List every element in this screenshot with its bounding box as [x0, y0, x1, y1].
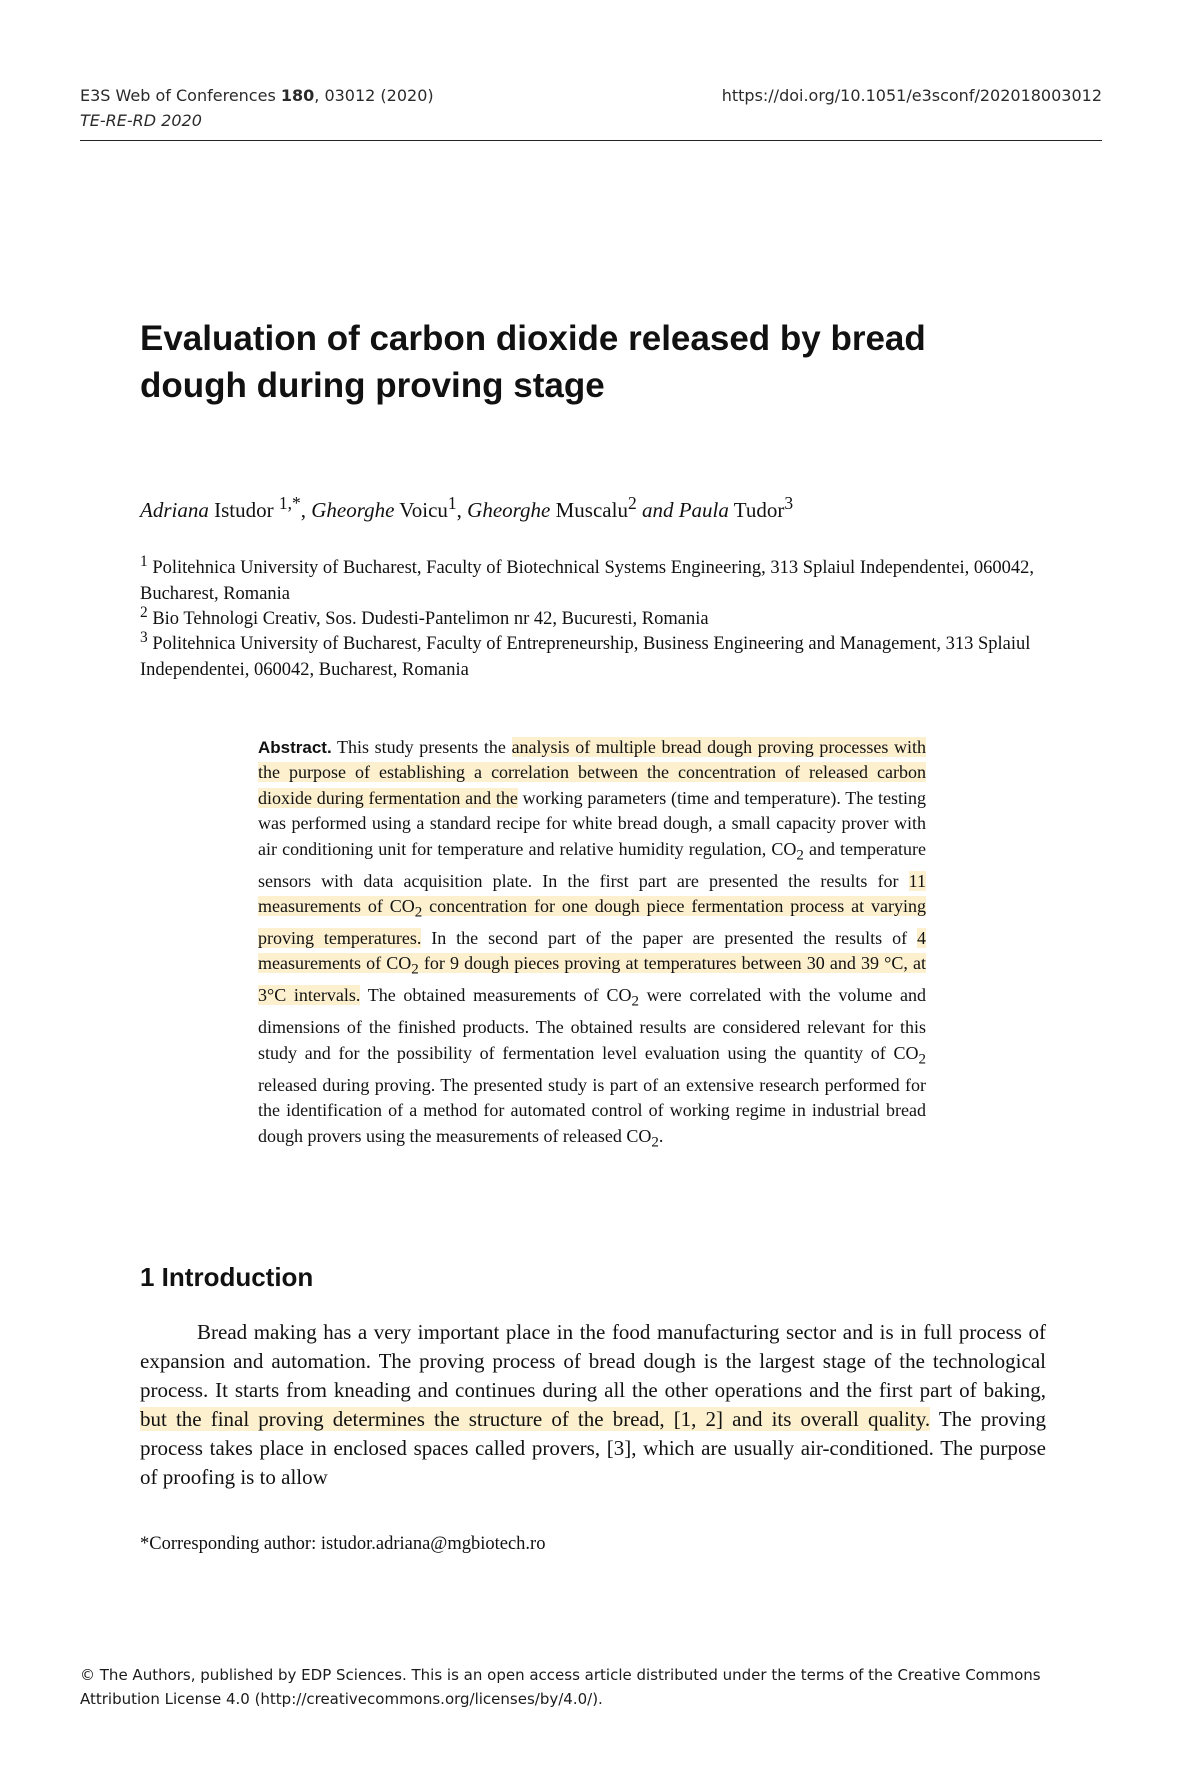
- doi-link[interactable]: https://doi.org/10.1051/e3sconf/202018003012: [721, 86, 1102, 105]
- author-last-name: Voicu: [399, 498, 448, 522]
- affiliation: $^1$ Politehnica University of Bucharest, Faculty of Biotechnical Systems Engineering, 313 Splaiul Independentei, 060042, Bucharest, Romania: [140, 553, 1034, 604]
- author-first-name: Paula: [678, 498, 729, 522]
- copyright-notice: © The Authors, published by EDP Sciences. This is an open access article distributed under the terms of the Creative Commons Attribution License 4.0 (http://creativecommons.org/licenses/by/4.0/).: [80, 1666, 1041, 1708]
- section-heading: 1 Introduction: [140, 1262, 314, 1292]
- author-affiliation-mark: 2: [627, 493, 637, 513]
- header-rule: [80, 140, 1102, 141]
- author-first-name: Gheorghe: [311, 498, 395, 522]
- highlight: 4 measurements of $CO_2$ for 9 dough pieces proving at temperatures between 30 and 39 °C, at 3°C intervals.: [258, 928, 926, 1006]
- author-first-name: Adriana: [140, 498, 209, 522]
- author-first-name: Gheorghe: [467, 498, 551, 522]
- author-list: Adriana Istudor $^{1,*}$, Gheorghe Voicu$^1$, Gheorghe Muscalu$^2$ and Paula Tudor$^3$: [140, 493, 794, 522]
- author-affiliation-mark: 3: [784, 493, 794, 513]
- highlight: but the final proving determines the structure of the bread, [1, 2] and its overall quality.: [140, 1407, 931, 1431]
- author-last-name: Muscalu: [555, 498, 628, 522]
- author-affiliation-mark: 1: [447, 493, 457, 513]
- paper-title: Evaluation of carbon dioxide released by bread dough during proving stage: [140, 319, 926, 405]
- author-last-name: Tudor: [733, 498, 785, 522]
- affiliation: $^2$ Bio Tehnologi Creativ, Sos. Dudesti-Pantelimon nr 42, Bucuresti, Romania: [140, 604, 709, 630]
- journal-article: , 03012 (2020): [314, 86, 434, 105]
- abstract-label: Abstract.: [258, 738, 332, 757]
- journal-volume: 180: [280, 86, 315, 105]
- author-last-name: Istudor: [214, 498, 274, 522]
- abstract: Abstract. This study presents the analysis of multiple bread dough proving processes with the purpose of establishing a correlation between the concentration of released carbon dioxide during fermentation and the working parameters (time and temperature). The testing was performed using a standard recipe for white bread dough, a small capacity prover with air conditioning unit for temperature and relative humidity regulation, $CO_2$ and temperature sensors with data acquisition plate. In the first part are presented the results for 11 measurements of $CO_2$ concentration for one dough piece fermentation process at varying proving temperatures. In the second part of the paper are presented the results of 4 measurements of $CO_2$ for 9 dough pieces proving at temperatures between 30 and 39 °C, at 3°C intervals. The obtained measurements of $CO_2$ were correlated with the volume and dimensions of the finished products. The obtained results are considered relevant for this study and for the possibility of fermentation level evaluation using the quantity of $CO_2$ released during proving. The presented study is part of an extensive research performed for the identification of a method for automated control of working regime in industrial bread dough provers using the measurements of released $CO_2$.: [258, 737, 927, 1151]
- affiliation: $^3$ Politehnica University of Bucharest, Faculty of Entrepreneurship, Business Engineering and Management, 313 Splaiul Independentei, 060042, Bucharest, Romania: [140, 629, 1031, 680]
- conference-name: TE-RE-RD 2020: [80, 111, 202, 130]
- journal-name: E3S Web of Conferences: [80, 86, 281, 105]
- highlight: 11 measurements of $CO_2$ concentration for one dough piece fermentation process at varying proving temperatures.: [258, 870, 926, 949]
- highlight: analysis of multiple bread dough proving processes with the purpose of establishing a correlation between the concentration of released carbon dioxide during fermentation and the: [258, 737, 926, 808]
- author-affiliation-mark: 1,*: [278, 493, 301, 513]
- intro-paragraph: Bread making has a very important place in the food manufacturing sector and is in full process of expansion and automation. The proving process of bread dough is the largest stage of the technological process. It starts from kneading and continues during all the other operations and the first part of baking, but the final proving determines the structure of the bread, [1, 2] and its overall quality. The proving process takes place in enclosed spaces called provers, [3], which are usually air-conditioned. The purpose of proofing is to allow: [140, 1320, 1046, 1489]
- journal-citation: [80, 86, 434, 105]
- corresponding-author-footnote: *Corresponding author: istudor.adriana@mgbiotech.ro: [140, 1534, 546, 1554]
